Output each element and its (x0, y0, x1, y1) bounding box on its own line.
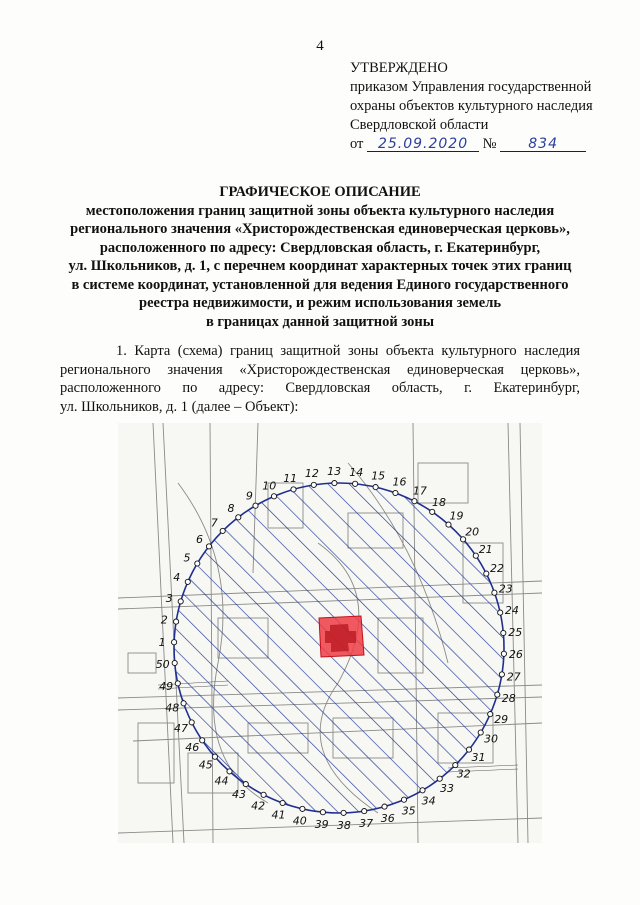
approval-line-3: Свердловской области (350, 117, 489, 133)
boundary-point-marker (261, 792, 266, 797)
boundary-point-label: 22 (490, 562, 504, 576)
boundary-point-label: 42 (251, 799, 266, 813)
boundary-point-marker (220, 528, 225, 533)
approval-date-field (367, 137, 479, 152)
boundary-point-marker (437, 776, 442, 781)
boundary-point-label: 8 (227, 501, 235, 515)
boundary-point-marker (271, 494, 276, 499)
boundary-point-label: 34 (421, 794, 436, 808)
boundary-point-label: 18 (432, 496, 446, 509)
boundary-point-label: 35 (401, 804, 416, 818)
boundary-point-marker (206, 544, 211, 549)
paragraph-line-4: ул. Школьников, д. 1 (далее – Объект): (60, 398, 299, 415)
title-line-8: в границах данной защитной зоны (205, 313, 435, 330)
boundary-point-marker (236, 515, 241, 520)
boundary-point-marker (200, 738, 205, 743)
boundary-point-marker (332, 481, 337, 486)
boundary-point-marker (420, 788, 425, 793)
boundary-point-label: 40 (292, 814, 307, 828)
boundary-point-marker (341, 810, 346, 815)
boundary-point-marker (185, 579, 190, 584)
boundary-point-marker (178, 599, 183, 604)
boundary-point-label: 29 (494, 712, 509, 726)
boundary-point-label: 16 (392, 475, 407, 489)
boundary-point-marker (501, 630, 506, 635)
approval-number-field (500, 137, 586, 152)
paragraph-line-1: 1. Карта (схема) границ защитной зоны объекта культурного наследия (116, 343, 580, 359)
boundary-point-marker (382, 804, 387, 809)
approval-number: 834 (528, 136, 558, 152)
boundary-point-label: 46 (185, 741, 200, 754)
boundary-point-label: 44 (214, 774, 229, 788)
boundary-point-marker (401, 797, 406, 802)
boundary-point-marker (172, 640, 177, 645)
boundary-point-label: 48 (165, 701, 180, 715)
boundary-point-label: 3 (165, 592, 173, 605)
boundary-point-marker (189, 720, 194, 725)
boundary-point-label: 4 (173, 571, 181, 585)
boundary-point-label: 6 (196, 533, 203, 546)
boundary-point-marker (181, 701, 186, 706)
boundary-point-label: 15 (371, 469, 386, 483)
boundary-point-label: 23 (498, 582, 513, 596)
number-label: № (482, 136, 497, 152)
boundary-point-label: 24 (504, 604, 519, 617)
document-title (40, 183, 600, 331)
boundary-point-label: 38 (336, 818, 351, 832)
title-line-4: расположенного по адресу: Свердловская область, г. Екатеринбург, (99, 239, 541, 256)
boundary-point-label: 33 (440, 782, 454, 796)
boundary-point-label: 26 (508, 648, 523, 662)
boundary-point-marker (473, 553, 478, 558)
boundary-point-marker (291, 487, 296, 492)
boundary-point-label: 11 (283, 471, 298, 485)
boundary-point-label: 2 (160, 613, 168, 627)
approval-line-1: приказом Управления государственной (350, 79, 592, 95)
title-line-2: местоположения границ защитной зоны объекта культурного наследия (85, 202, 555, 219)
title-line-3: регионального значения «Христорождественская единоверческая церковь», (70, 221, 570, 237)
boundary-point-label: 41 (271, 808, 286, 822)
boundary-point-marker (412, 499, 417, 504)
boundary-point-label: 17 (412, 484, 427, 498)
boundary-point-label: 19 (449, 509, 464, 523)
paragraph-line-2: регионального значения «Христорождественская единоверческая церковь», (60, 361, 580, 378)
approval-date: 25.09.2020 (377, 136, 469, 152)
protection-zone-map (118, 423, 542, 843)
boundary-point-marker (393, 490, 398, 495)
boundary-point-marker (320, 810, 325, 815)
approval-heading: УТВЕРЖДЕНО (350, 60, 448, 76)
boundary-point-marker (484, 571, 489, 576)
boundary-point-label: 9 (245, 489, 253, 503)
title-line-6: в системе координат, установленной для ведения Единого государственного (71, 276, 569, 293)
boundary-point-label: 49 (159, 680, 174, 693)
boundary-point-marker (373, 485, 378, 490)
boundary-point-label: 14 (349, 465, 364, 479)
boundary-point-marker (362, 809, 367, 814)
boundary-point-marker (478, 730, 483, 735)
boundary-point-label: 36 (380, 812, 395, 826)
paragraph-line-3: расположенного по адресу: Свердловская область, г. Екатеринбург, (60, 380, 580, 396)
boundary-point-label: 1 (158, 635, 166, 649)
boundary-point-marker (446, 522, 451, 527)
boundary-point-marker (353, 481, 358, 486)
boundary-point-label: 32 (456, 767, 471, 781)
boundary-point-label: 20 (465, 525, 480, 539)
boundary-point-label: 31 (471, 751, 486, 764)
boundary-point-label: 50 (155, 658, 170, 671)
boundary-point-marker (227, 769, 232, 774)
boundary-point-marker (172, 660, 177, 665)
boundary-point-marker (300, 806, 305, 811)
boundary-point-label: 13 (327, 465, 342, 479)
boundary-point-marker (499, 672, 504, 677)
boundary-point-label: 21 (478, 543, 493, 556)
approval-block (350, 59, 593, 154)
boundary-point-marker (280, 800, 285, 805)
boundary-point-marker (501, 651, 506, 656)
boundary-point-label: 7 (210, 516, 218, 530)
section-1-paragraph (60, 342, 580, 416)
boundary-point-label: 10 (262, 479, 277, 493)
boundary-point-label: 37 (359, 816, 374, 830)
title-line-7: реестра недвижимости, и режим использования земель (139, 295, 501, 311)
boundary-point-marker (195, 561, 200, 566)
boundary-point-marker (212, 754, 217, 759)
boundary-point-label: 28 (501, 692, 516, 705)
title-line-5: ул. Школьников, д. 1, с перечнем координат характерных точек этих границ (68, 258, 572, 274)
title-line-1: ГРАФИЧЕСКОЕ ОПИСАНИЕ (219, 184, 421, 200)
boundary-point-label: 45 (198, 758, 213, 772)
boundary-point-label: 25 (508, 626, 523, 639)
approval-date-row (350, 135, 593, 154)
from-label: от (350, 136, 364, 152)
boundary-point-label: 12 (304, 467, 319, 481)
boundary-point-marker (175, 681, 180, 686)
boundary-point-label: 30 (484, 732, 498, 746)
boundary-point-marker (492, 590, 497, 595)
boundary-point-marker (253, 503, 258, 508)
approval-line-2: охраны объектов культурного наследия (350, 98, 593, 114)
boundary-point-marker (498, 610, 503, 615)
boundary-point-label: 5 (183, 551, 191, 565)
boundary-point-marker (495, 692, 500, 697)
page-number: 4 (316, 38, 324, 54)
boundary-point-marker (243, 782, 248, 787)
boundary-point-label: 43 (232, 788, 246, 801)
boundary-point-marker (488, 712, 493, 717)
boundary-point-marker (174, 619, 179, 624)
boundary-point-label: 47 (174, 721, 188, 735)
boundary-point-label: 39 (314, 818, 329, 832)
boundary-point-label: 27 (506, 670, 521, 684)
boundary-point-marker (430, 509, 435, 514)
boundary-point-marker (311, 482, 316, 487)
